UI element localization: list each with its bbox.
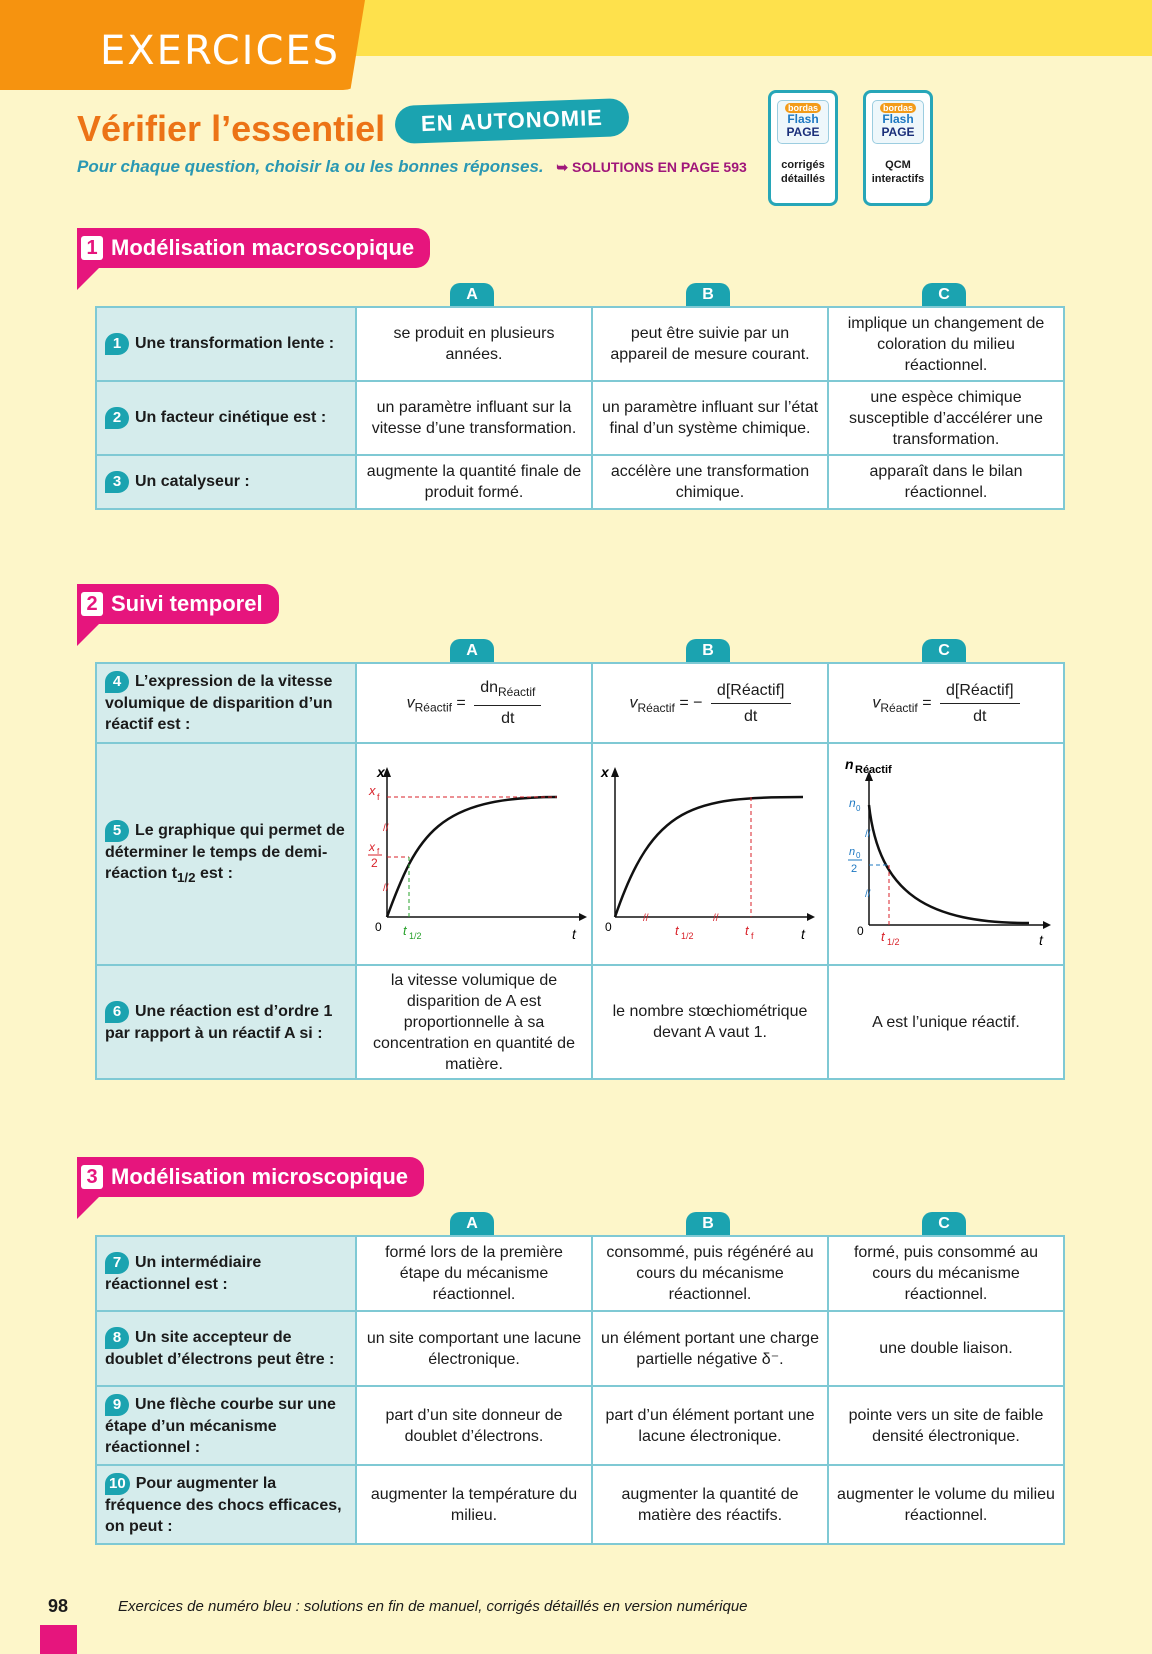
t12-label: t [675,923,679,938]
table-row [96,307,1064,381]
answer-b[interactable]: peut être suivie par un appareil de mesure courant. [592,307,828,381]
column-head-c: C [922,1212,966,1236]
section-number: 1 [81,236,103,260]
formula-eq: = [456,694,466,712]
table-row [96,381,1064,455]
formula-eq: = [922,694,932,712]
formula-fraction [940,680,1020,727]
origin-label: 0 [605,920,612,934]
t12-sub: 1/2 [887,937,900,947]
formula-concentration: [Réactif] [725,681,785,699]
answer-c[interactable]: augmenter le volume du milieu réactionnel. [828,1465,1064,1544]
question-text: Un facteur cinétique est : [135,409,327,426]
answer-a[interactable]: part d’un site donneur de doublet d’électrons. [356,1386,592,1465]
question-cell [96,1386,356,1465]
flashpage-qcm-button[interactable] [863,90,933,206]
axis-label-x: x [377,764,385,780]
answer-b[interactable]: le nombre stœchiométrique devant A vaut 1. [592,965,828,1079]
question-text: Une réaction est d’ordre 1 par rapport à un réactif A si : [105,1002,333,1042]
answer-c[interactable]: implique un changement de coloration du milieu réactionnel. [828,307,1064,381]
page-label: PAGE [786,125,820,139]
answer-c[interactable]: une espèce chimique susceptible d’accélérer une transformation. [828,381,1064,455]
question-text: Un intermédiaire réactionnel est : [105,1254,262,1293]
axis-label-x: x [601,764,609,780]
answer-c[interactable]: A est l’unique réactif. [828,965,1064,1079]
flash-label: Flash [882,112,914,126]
section-title: Modélisation microscopique [111,1164,409,1189]
answer-a[interactable] [356,663,592,743]
question-number: 1 [105,333,129,355]
answer-c[interactable] [828,663,1064,743]
column-head-a: A [450,1212,494,1236]
formula-eq: = − [679,694,703,712]
question-cell [96,307,356,381]
formula-sub: Réactif [880,700,918,715]
xf-half-num: x [369,840,375,854]
question-number: 9 [105,1394,129,1416]
section-1-header [77,228,430,268]
page-title: Vérifier l’essentiel [77,108,386,149]
section-title: Modélisation macroscopique [111,235,415,260]
answer-a[interactable]: augmente la quantité finale de produit formé. [356,455,592,509]
table-row [96,1465,1064,1544]
graph-c [829,745,1061,963]
question-text: Une transformation lente : [135,335,335,352]
formula-sub: Réactif [637,700,675,715]
answer-c[interactable]: formé, puis consommé au cours du mécanisme réactionnel. [828,1236,1064,1311]
question-number: 7 [105,1252,129,1274]
graph-b [593,745,825,963]
xf-half-den: 2 [371,856,378,870]
question-cell [96,1236,356,1311]
question-number: 5 [105,820,129,842]
corner-marker [40,1625,77,1654]
table-row [96,1236,1064,1311]
flashpage-logo-icon [872,100,924,144]
answer-a[interactable]: se produit en plusieurs années. [356,307,592,381]
flash-label: Flash [787,112,819,126]
column-head-c: C [922,639,966,663]
caption-line2: détaillés [780,173,826,185]
formula-v: v [406,694,415,712]
column-head-b: B [686,639,730,663]
question-number: 6 [105,1001,129,1023]
origin-label: 0 [857,924,864,938]
formula-fraction [711,680,791,727]
t12-sub: 1/2 [681,931,694,941]
answer-b[interactable]: part d’un élément portant une lacune électronique. [592,1386,828,1465]
answer-b[interactable] [592,663,828,743]
question-cell [96,1465,356,1544]
n0-sub: 0 [856,804,861,813]
tick-mark: // [383,883,389,894]
section-number: 3 [81,1165,103,1189]
table-section-1 [95,306,1065,510]
formula-sub: Réactif [414,700,452,715]
question-text: Une flèche courbe sur une étape d’un mécanisme réactionnel : [105,1395,336,1456]
question-text: L’expression de la vitesse volumique de disparition d’un réactif est : [105,673,333,733]
question-number: 2 [105,407,129,429]
formula-sub: Réactif [498,685,536,700]
curve [387,797,557,917]
t12-label: t [403,923,407,938]
question-number: 4 [105,671,129,693]
column-head-a: A [450,283,494,307]
formula-fraction [474,677,541,729]
answer-a[interactable]: formé lors de la première étape du mécanisme réactionnel. [356,1236,592,1311]
answer-b[interactable]: consommé, puis régénéré au cours du mécanisme réactionnel. [592,1236,828,1311]
axis-label-t: t [801,926,805,942]
question-text: Le graphique qui permet de déterminer le temps de demi-réaction t [105,821,345,882]
curve [615,797,803,917]
table-row [96,743,1064,965]
answer-a[interactable]: un paramètre influant sur la vitesse d’une transformation. [356,381,592,455]
formula-dt: dt [973,707,987,725]
n0-half-num: n [849,846,856,858]
graph-a [357,745,589,963]
page-number: 98 [48,1596,69,1616]
section-title: Suivi temporel [111,591,263,616]
formula-d: d [946,681,955,699]
column-head-c: C [922,283,966,307]
question-text-end: est : [195,864,233,882]
question-number: 10 [105,1473,130,1495]
table-section-2 [95,662,1065,1080]
section-3-header [77,1157,424,1197]
brand-label: bordas [880,103,916,113]
exercices-tab-title: EXERCICES [100,28,341,74]
answer-b[interactable]: accélère une transformation chimique. [592,455,828,509]
column-head-a: A [450,639,494,663]
axis-label-n-sub: Réactif [855,764,892,776]
section-2-header [77,584,279,624]
x-axis-arrow [807,913,815,921]
question-cell [96,1311,356,1386]
answer-c[interactable]: pointe vers un site de faible densité électronique. [828,1386,1064,1465]
formula-dn: dn [480,678,499,696]
question-number: 8 [105,1327,129,1349]
table-section-3 [95,1235,1065,1545]
question-text: Pour augmenter la fréquence des chocs efficaces, on peut : [105,1474,342,1535]
tick-mark: // [383,823,389,834]
question-cell [96,455,356,509]
answer-a[interactable]: augmenter la température du milieu. [356,1465,592,1544]
table-row [96,965,1064,1079]
caption-line2: interactifs [871,173,925,185]
instruction-line [77,157,747,177]
section-tail [77,624,99,646]
instruction-text: Pour chaque question, choisir la ou les bonnes réponses. [77,157,544,176]
question-cell [96,743,356,965]
answer-a[interactable]: un site comportant une lacune électronique. [356,1311,592,1386]
answer-c[interactable]: une double liaison. [828,1311,1064,1386]
answer-c[interactable] [828,743,1064,965]
y-axis-arrow [611,767,619,777]
formula-concentration: [Réactif] [954,681,1014,699]
tf-label: t [745,923,749,938]
xf-half-sub: f [377,847,380,856]
formula-dt: dt [501,710,515,728]
tick-mark: // [643,913,649,924]
answer-c[interactable]: apparaît dans le bilan réactionnel. [828,455,1064,509]
section-tail [77,268,99,290]
question-cell [96,381,356,455]
formula-v: v [872,694,881,712]
tick-mark: // [713,913,719,924]
question-text: Un catalyseur : [135,473,250,490]
n0-half-den: 2 [851,863,858,875]
question-sub: 1/2 [177,870,196,886]
question-number: 3 [105,471,129,493]
curve [869,805,1029,923]
tick-mark: // [865,889,871,900]
autonomie-badge: EN AUTONOMIE [394,98,629,144]
page-label: PAGE [881,125,915,139]
answer-b[interactable]: augmenter la quantité de matière des réactifs. [592,1465,828,1544]
column-head-b: B [686,283,730,307]
table-row [96,1386,1064,1465]
x-axis-arrow [579,913,587,921]
section-number: 2 [81,592,103,616]
answer-a[interactable]: la vitesse volumique de disparition de A est proportionnelle à sa concentration en quantité de matière. [356,965,592,1079]
formula-d: d [716,681,726,699]
footer-note: Exercices de numéro bleu : solutions en fin de manuel, corrigés détaillés en version numérique [118,1598,748,1615]
question-cell [96,663,356,743]
answer-b[interactable] [592,743,828,965]
question-cell [96,965,356,1079]
formula-v: v [629,694,638,712]
axis-label-t: t [1039,932,1043,948]
formula-dt: dt [744,707,758,725]
answer-a[interactable] [356,743,592,965]
tf-sub: f [751,931,754,941]
question-text: Un site accepteur de doublet d’électrons peut être : [105,1329,335,1368]
n0-half-sub: 0 [856,851,861,860]
table-row [96,663,1064,743]
answer-b[interactable]: un élément portant une charge partielle négative δ⁻. [592,1311,828,1386]
caption-line1: QCM [885,159,911,171]
x-axis-arrow [1043,921,1051,929]
table-row [96,1311,1064,1386]
flashpage-corriges-button[interactable] [768,90,838,206]
n0-label: n [849,796,856,810]
answer-b[interactable]: un paramètre influant sur l’état final d’un système chimique. [592,381,828,455]
flashpage-logo-icon [777,100,829,144]
axis-label-t: t [572,926,576,942]
origin-label: 0 [375,920,382,934]
xf-label: x [369,783,376,798]
table-row [96,455,1064,509]
tick-mark: // [865,829,871,840]
column-head-b: B [686,1212,730,1236]
xf-sub: f [377,792,380,802]
brand-label: bordas [785,103,821,113]
solutions-link[interactable]: ➥ SOLUTIONS EN PAGE 593 [556,159,747,175]
caption-line1: corrigés [781,159,825,171]
t12-sub: 1/2 [409,931,422,941]
section-tail [77,1197,99,1219]
t12-label: t [881,929,885,944]
axis-label-n: n [845,756,854,772]
